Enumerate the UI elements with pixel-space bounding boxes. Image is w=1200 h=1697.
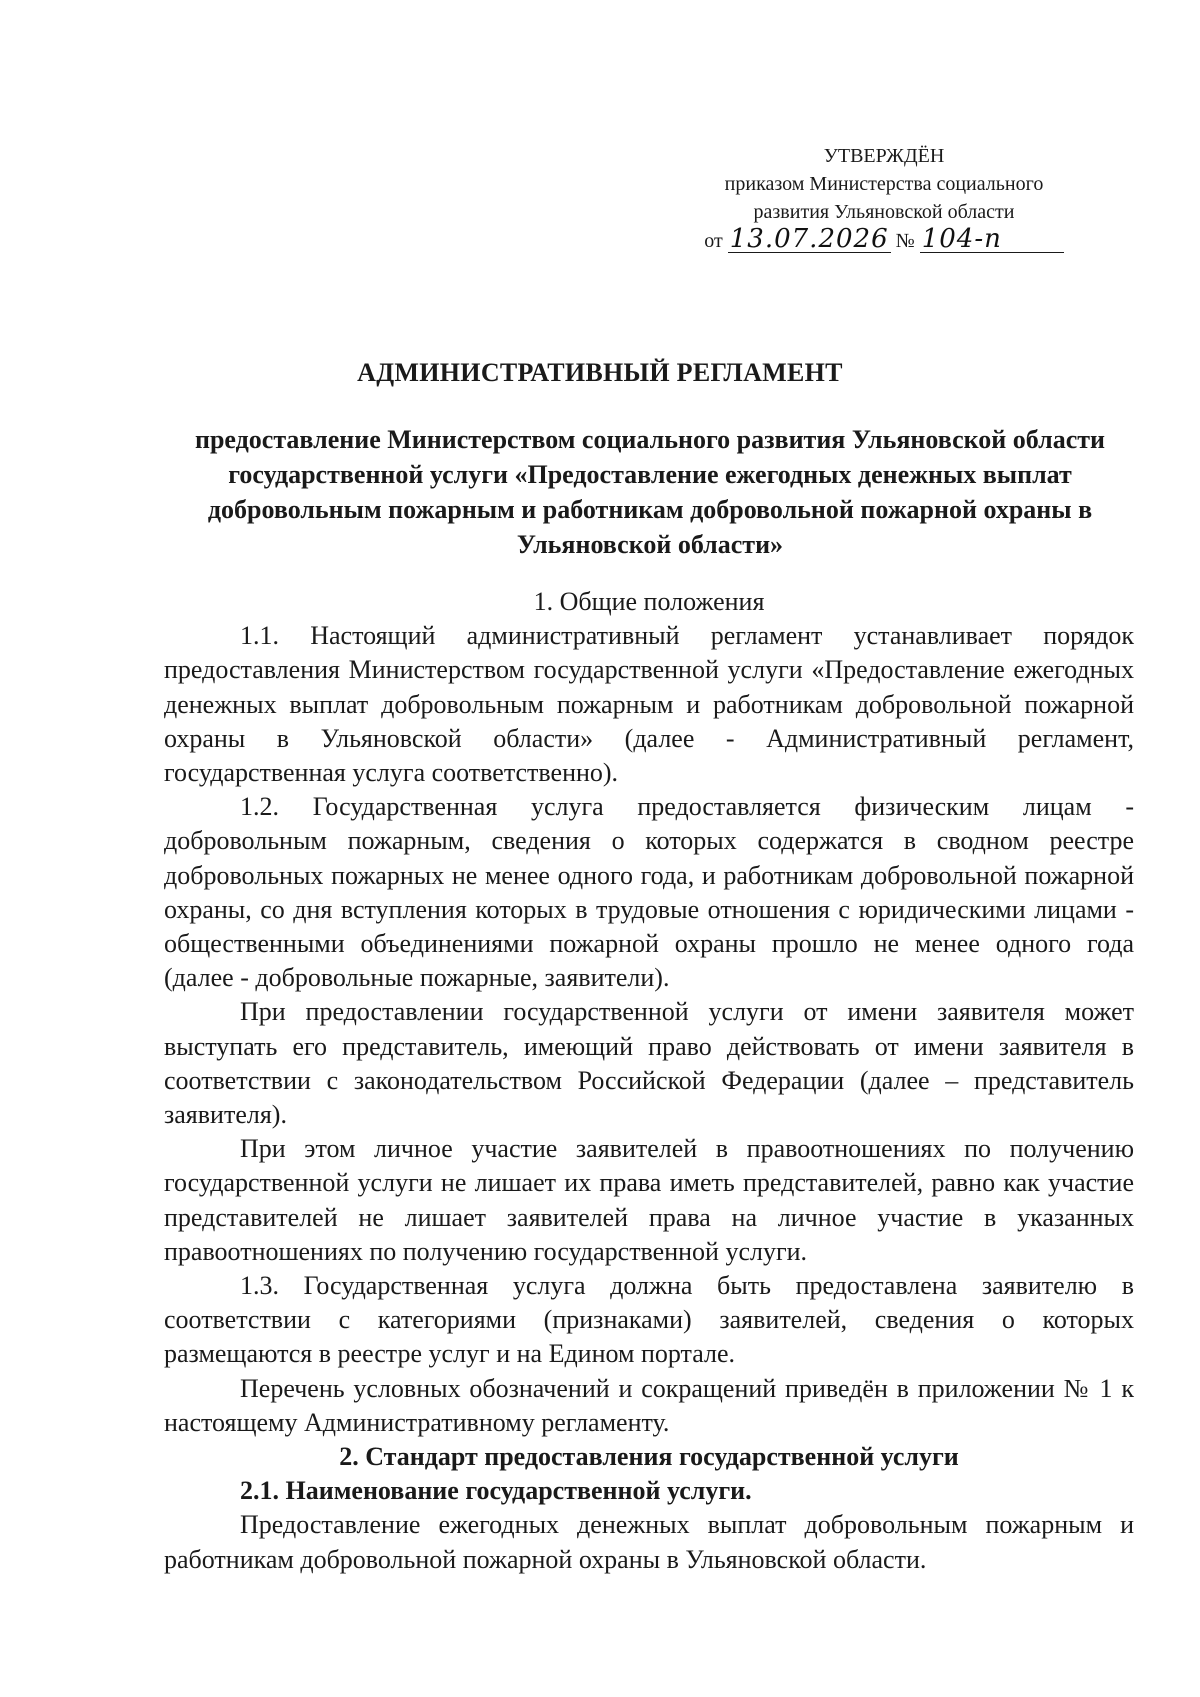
paragraph-1-2: 1.2. Государственная услуга предоставляется физическим лицам - добровольным пожарным, сведения о которых содержатся в сводном реестре добровольных пожарных не менее одного года, и работникам добровольной пожарной охраны, со дня вступления которых в трудовые отношения с юридическими лицами - общественными объединениями пожарной охраны прошло не менее одного года (далее - добровольные пожарные, заявители).: [164, 792, 1134, 993]
section-2-1-heading: 2.1. Наименование государственной услуги.: [240, 1476, 752, 1506]
approval-date-line: [684, 226, 1084, 255]
approval-ministry-line: развития Ульяновской области: [753, 201, 1015, 223]
handwritten-date: 13.07.2026: [729, 224, 889, 254]
section-1-heading: 1. Общие положения: [533, 587, 765, 616]
document-subtitle: предоставление Министерством социального развития Ульяновской области государственной услуги «Предоставление ежегодных денежных выплат добровольным пожарным и работникам добровольной пожарной охраны в Ульяновской области»: [194, 425, 1105, 559]
paragraph-2-1: Предоставление ежегодных денежных выплат добровольным пожарным и работникам добровольной пожарной охраны в Ульяновской области.: [164, 1510, 1134, 1574]
paragraph-1-3-appendix: Перечень условных обозначений и сокращений приведён в приложении № 1 к настоящему Административному регламенту.: [164, 1373, 1134, 1437]
paragraph-1-3: 1.3. Государственная услуга должна быть предоставлена заявителю в соответствии с категориями (признаками) заявителей, сведения о которых размещаются в реестре услуг и на Едином портале.: [164, 1271, 1134, 1369]
paragraph-1-1: 1.1. Настоящий административный регламент устанавливает порядок предоставления Министерством государственной услуги «Предоставление ежегодных денежных выплат добровольным пожарным и работникам добровольной пожарной охраны в Ульяновской области» (далее - Административный регламент, государственная услуга соответственно).: [164, 621, 1134, 788]
number-prefix: №: [895, 230, 915, 252]
paragraph-1-2-representative: При предоставлении государственной услуги от имени заявителя может выступать его представитель, имеющий право действовать от имени заявителя в соответствии с законодательством Российской Федерации (далее – представитель заявителя).: [164, 997, 1134, 1130]
approval-heading: УТВЕРЖДЁН: [823, 145, 945, 167]
approval-block: [684, 142, 1084, 255]
section-2-heading: 2. Стандарт предоставления государственной услуги: [339, 1442, 959, 1472]
document-title: АДМИНИСТРАТИВНЫЙ РЕГЛАМЕНТ: [357, 358, 843, 387]
document-body: [164, 585, 1134, 1577]
handwritten-number: 104-п: [920, 226, 1064, 253]
approval-order-line: приказом Министерства социального: [724, 173, 1044, 195]
paragraph-1-2-participation: При этом личное участие заявителей в правоотношениях по получению государственной услуги не лишает их права иметь представителей, равно как участие представителей не лишает заявителей права на личное участие в указанных правоотношениях по получению государственной услуги.: [164, 1134, 1134, 1266]
date-prefix: от: [704, 230, 723, 252]
